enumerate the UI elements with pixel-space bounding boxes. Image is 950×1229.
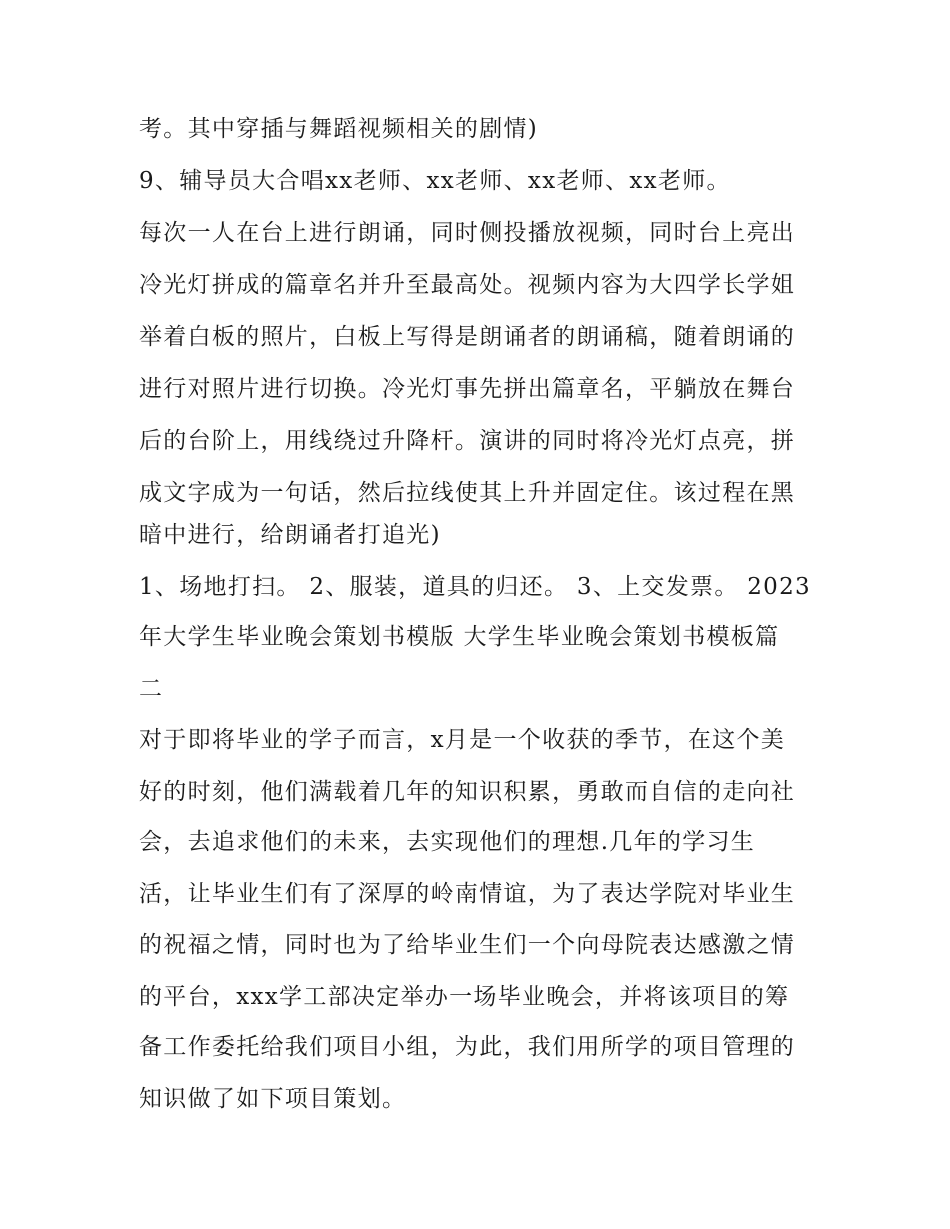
text-line: 暗中进行，给朗诵者打追光) [139,522,441,548]
text-line: 1、场地打扫。 2、服装，道具的归还。 3、上交发票。 2023 [139,574,811,600]
text-line: 冷光灯拼成的篇章名并升至最高处。视频内容为大四学长学姐 [139,272,796,298]
text-line: 备工作委托给我们项目小组，为此，我们用所学的项目管理的 [139,1034,796,1060]
text-line: 的平台，xxx学工部决定举办一场毕业晚会，并将该项目的筹 [139,984,790,1010]
text-line: 的祝福之情，同时也为了给毕业生们一个向母院表达感激之情 [139,932,796,958]
text-line: 年大学生毕业晚会策划书模版 大学生毕业晚会策划书模板篇 [139,624,780,650]
text-line: 9、辅导员大合唱xx老师、xx老师、xx老师、xx老师。 [139,168,731,194]
text-line: 好的时刻，他们满载着几年的知识积累，勇敢而自信的走向社 [139,779,796,805]
text-line: 二 [139,676,164,702]
text-line: 每次一人在台上进行朗诵，同时侧投播放视频，同时台上亮出 [139,220,796,246]
text-line: 成文字成为一句话，然后拉线使其上升并固定住。该过程在黑 [139,480,796,506]
text-line: 后的台阶上，用线绕过升降杆。演讲的同时将冷光灯点亮，拼 [139,428,796,454]
text-line: 考。其中穿插与舞蹈视频相关的剧情) [139,116,539,142]
text-line: 对于即将毕业的学子而言，x月是一个收获的季节，在这个美 [139,727,786,753]
text-line: 进行对照片进行切换。冷光灯事先拼出篇章名，平躺放在舞台 [139,376,796,402]
text-line: 知识做了如下项目策划。 [139,1086,407,1112]
text-line: 举着白板的照片，白板上写得是朗诵者的朗诵稿，随着朗诵的 [139,324,796,350]
text-line: 活，让毕业生们有了深厚的岭南情谊，为了表达学院对毕业生 [139,881,796,907]
text-line: 会，去追求他们的未来，去实现他们的理想.几年的学习生 [139,829,756,855]
